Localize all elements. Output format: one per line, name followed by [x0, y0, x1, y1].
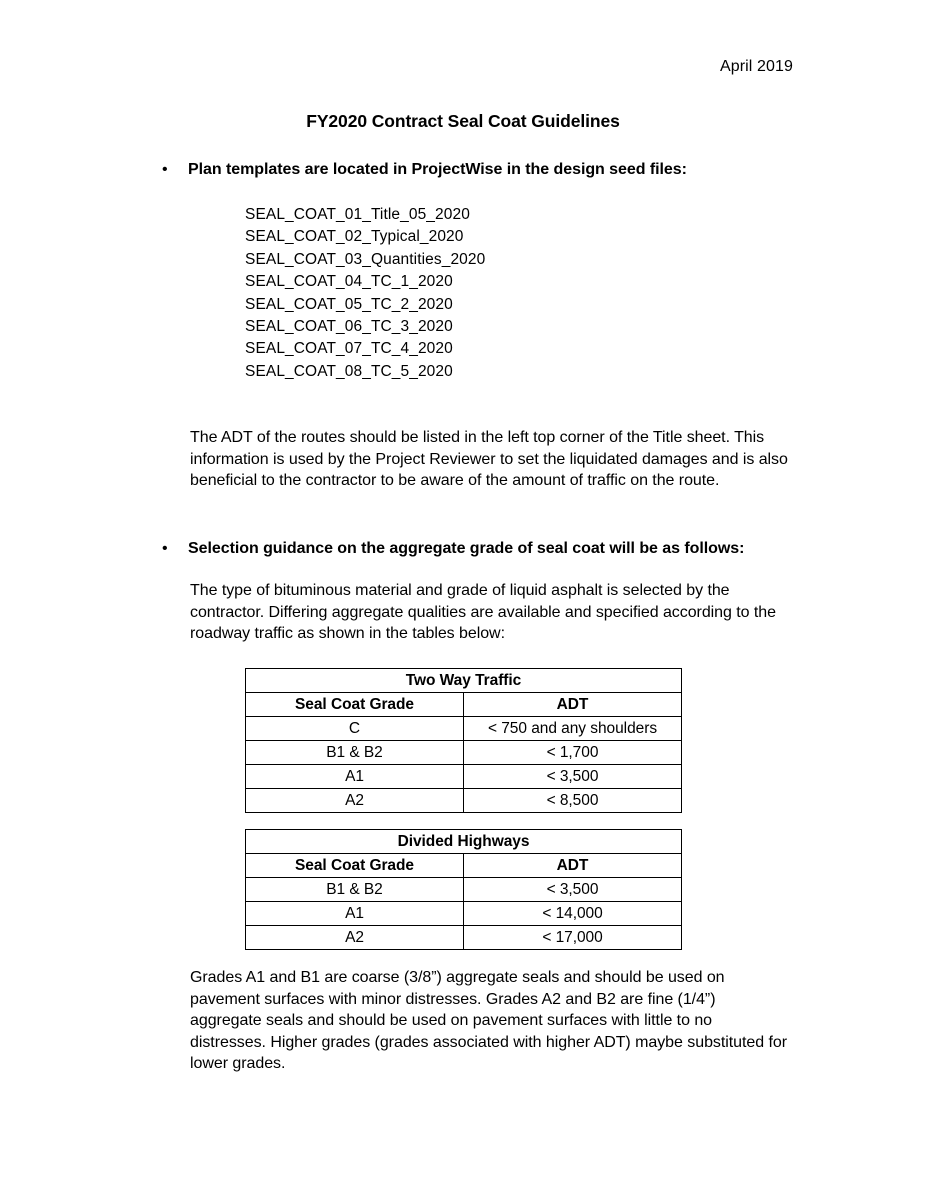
- bullet-marker-icon: •: [162, 540, 168, 557]
- cell-adt: < 17,000: [464, 926, 682, 950]
- paragraph-adt: The ADT of the routes should be listed in the left top corner of the Title sheet. This information is used by the Project Reviewer to set the liquidated damages and is also beneficial to the contractor to be aware of the amount of traffic on the route.: [190, 429, 788, 489]
- table-header-row: [246, 693, 682, 717]
- cell-grade: B1 & B2: [246, 878, 464, 902]
- column-header-grade: Seal Coat Grade: [246, 854, 464, 878]
- table-row: [246, 878, 682, 902]
- cell-adt: < 3,500: [464, 878, 682, 902]
- bullet-marker-icon: •: [162, 161, 168, 178]
- cell-grade: A1: [246, 765, 464, 789]
- column-header-adt: ADT: [464, 693, 682, 717]
- paragraph-grades: Grades A1 and B1 are coarse (3/8”) aggregate seals and should be used on pavement surfaces with minor distresses. Grades A2 and B2 are fine (1/4”) aggregate seals and should be used on pavement surfaces with little to no distresses. Higher grades (grades associated with higher ADT) maybe substituted for lower grades.: [190, 969, 788, 1072]
- table-row: [246, 789, 682, 813]
- cell-grade: A1: [246, 902, 464, 926]
- cell-grade: C: [246, 717, 464, 741]
- cell-grade: A2: [246, 926, 464, 950]
- column-header-adt: ADT: [464, 854, 682, 878]
- table-caption: Two Way Traffic: [246, 669, 682, 693]
- header-date: April 2019: [719, 58, 793, 75]
- list-item: SEAL_COAT_07_TC_4_2020: [245, 340, 453, 358]
- cell-adt: < 750 and any shoulders: [464, 717, 682, 741]
- table-caption-row: [246, 830, 682, 854]
- list-item: SEAL_COAT_05_TC_2_2020: [245, 295, 453, 313]
- table-header-row: [246, 854, 682, 878]
- bullet-item-plan-templates: [160, 159, 860, 181]
- table-divided-highways: [245, 829, 682, 950]
- cell-adt: < 14,000: [464, 902, 682, 926]
- seed-file-list: [245, 204, 485, 383]
- list-item: SEAL_COAT_02_Typical_2020: [245, 228, 464, 246]
- column-header-grade: Seal Coat Grade: [246, 693, 464, 717]
- bullet-item-selection-guidance: [160, 538, 860, 560]
- bullet-label-plan-templates: Plan templates are located in ProjectWise in the design seed files:: [188, 161, 687, 178]
- list-item: SEAL_COAT_06_TC_3_2020: [245, 318, 453, 336]
- table-caption-row: [246, 669, 682, 693]
- list-item: SEAL_COAT_01_Title_05_2020: [245, 206, 470, 223]
- table-two-way-traffic: [245, 668, 682, 813]
- cell-adt: < 8,500: [464, 789, 682, 813]
- bullet-label-selection-guidance: Selection guidance on the aggregate grade of seal coat will be as follows:: [188, 540, 745, 557]
- page-title: FY2020 Contract Seal Coat Guidelines: [306, 111, 620, 131]
- table-row: [246, 902, 682, 926]
- list-item: SEAL_COAT_03_Quantities_2020: [245, 250, 486, 268]
- list-item: SEAL_COAT_04_TC_1_2020: [245, 273, 453, 291]
- cell-grade: B1 & B2: [246, 741, 464, 765]
- table-row: [246, 717, 682, 741]
- cell-adt: < 1,700: [464, 741, 682, 765]
- table-row: [246, 741, 682, 765]
- cell-adt: < 3,500: [464, 765, 682, 789]
- table-row: [246, 926, 682, 950]
- table-caption: Divided Highways: [246, 830, 682, 854]
- table-row: [246, 765, 682, 789]
- list-item: SEAL_COAT_08_TC_5_2020: [245, 362, 453, 380]
- paragraph-bituminous: The type of bituminous material and grade of liquid asphalt is selected by the contractor. Differing aggregate qualities are available and specified according to the roadway traffic as shown in the tables below:: [190, 582, 776, 642]
- cell-grade: A2: [246, 789, 464, 813]
